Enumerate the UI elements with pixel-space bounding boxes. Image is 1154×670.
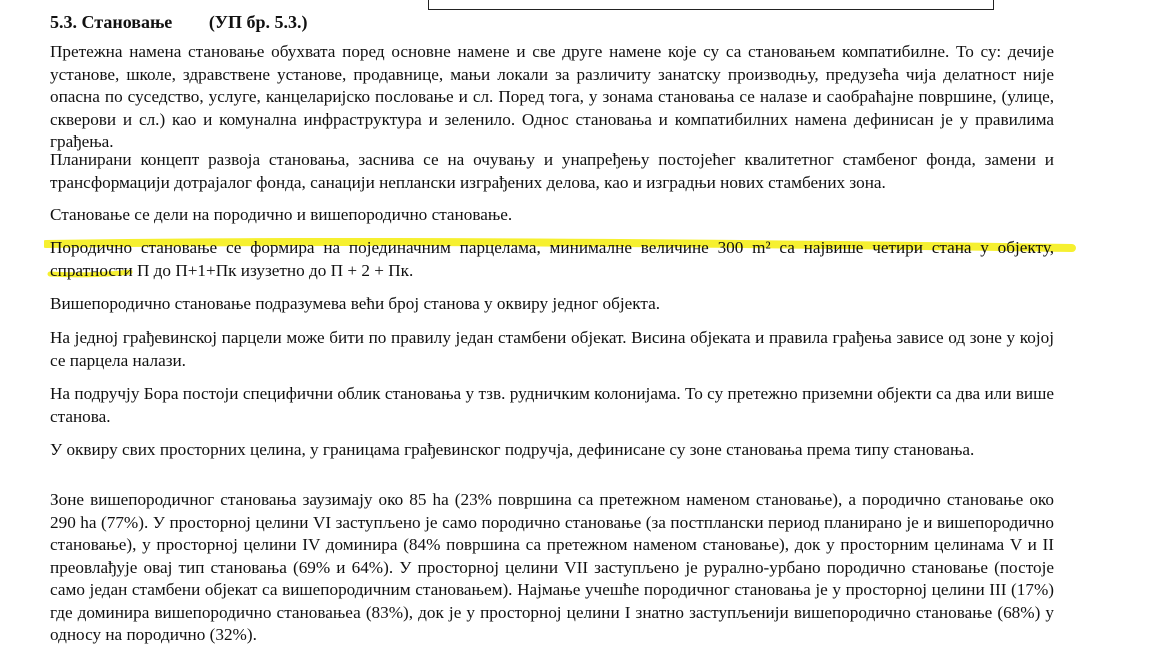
paragraph-7: На подручју Бора постоји специфични облик становања у тзв. рудничким колонијама. То су претежно приземни објекти са два или више станова. bbox=[50, 384, 1054, 426]
section-heading bbox=[50, 12, 308, 33]
paragraph-1: Претежна намена становање обухвата поред основне намене и све друге намене које су са становањем компатибилне. То су: дечије установе, школе, здравствене установе, продавнице, мањи локали за различиту занатску производњу, предузећа чија делатност није опасна по суседство, услуге, канцеларијско пословање и сл. Поред тога, у зонама становања се налазе и саобраћајне површине, (улице, скверови и сл.) као и комунална инфраструктура и зеленило. Однос становања и компатибилних намена дефинисан је у правилима грађења. bbox=[50, 42, 1054, 151]
paragraph-8: У оквиру свих просторних целина, у границама грађевинског подручја, дефинисане су зоне становања према типу становања. bbox=[50, 440, 975, 459]
paragraph-9: Зоне вишепородичног становања заузимају око 85 ha (23% површина са претежном наменом становање), а породично становање око 290 ha (77%). У просторној целини VI заступљено је само породично становање (за постплански период планирано је и вишепородично становање), у просторној целини IV доминира (84% површина са претежном наменом становање), док у просторним целинама V и II преовлађује овај тип становања (69% и 64%). У просторној целини VII заступљено је рурално-урбано породично становање (постоје само један стамбени објекат са вишепородичним становањем). Најмање учешће породичног становања је у просторној целини III (17%) где доминира вишепородично становањеа (83%), док је у просторној целини I знатно заступљенији вишепородично становање (68%) у односу на породично (32%). bbox=[50, 490, 1054, 644]
paragraph-2: Планирани концепт развоја становања, заснива се на очувању и унапређењу постојећег квалитетног стамбеног фонда, замени и трансформацији дотрајалог фонда, санацији неплански изграђених делова, као и изградњи нових стамбених зона. bbox=[50, 150, 1054, 192]
section-code: (УП бр. 5.3.) bbox=[208, 12, 308, 32]
paragraph-3: Становање се дели на породично и вишепородично становање. bbox=[50, 205, 513, 224]
paragraph-5: Вишепородично становање подразумева већи број станова у оквиру једног објекта. bbox=[50, 294, 661, 313]
previous-section-box bbox=[428, 0, 994, 10]
paragraph-4-highlighted: Породично становање се формира на појединачним парцелама, минималне величине 300 m² са највише четири стана у објекту, спратности П до П+1+Пк изузетно до П + 2 + Пк. bbox=[50, 238, 1054, 280]
section-number: 5.3. bbox=[50, 12, 77, 32]
section-title: Становање bbox=[81, 12, 173, 32]
paragraph-6: На једној грађевинској парцели може бити по правилу један стамбени објекат. Висина објеката и правила грађења зависе од зоне у којој се парцела налази. bbox=[50, 328, 1054, 370]
